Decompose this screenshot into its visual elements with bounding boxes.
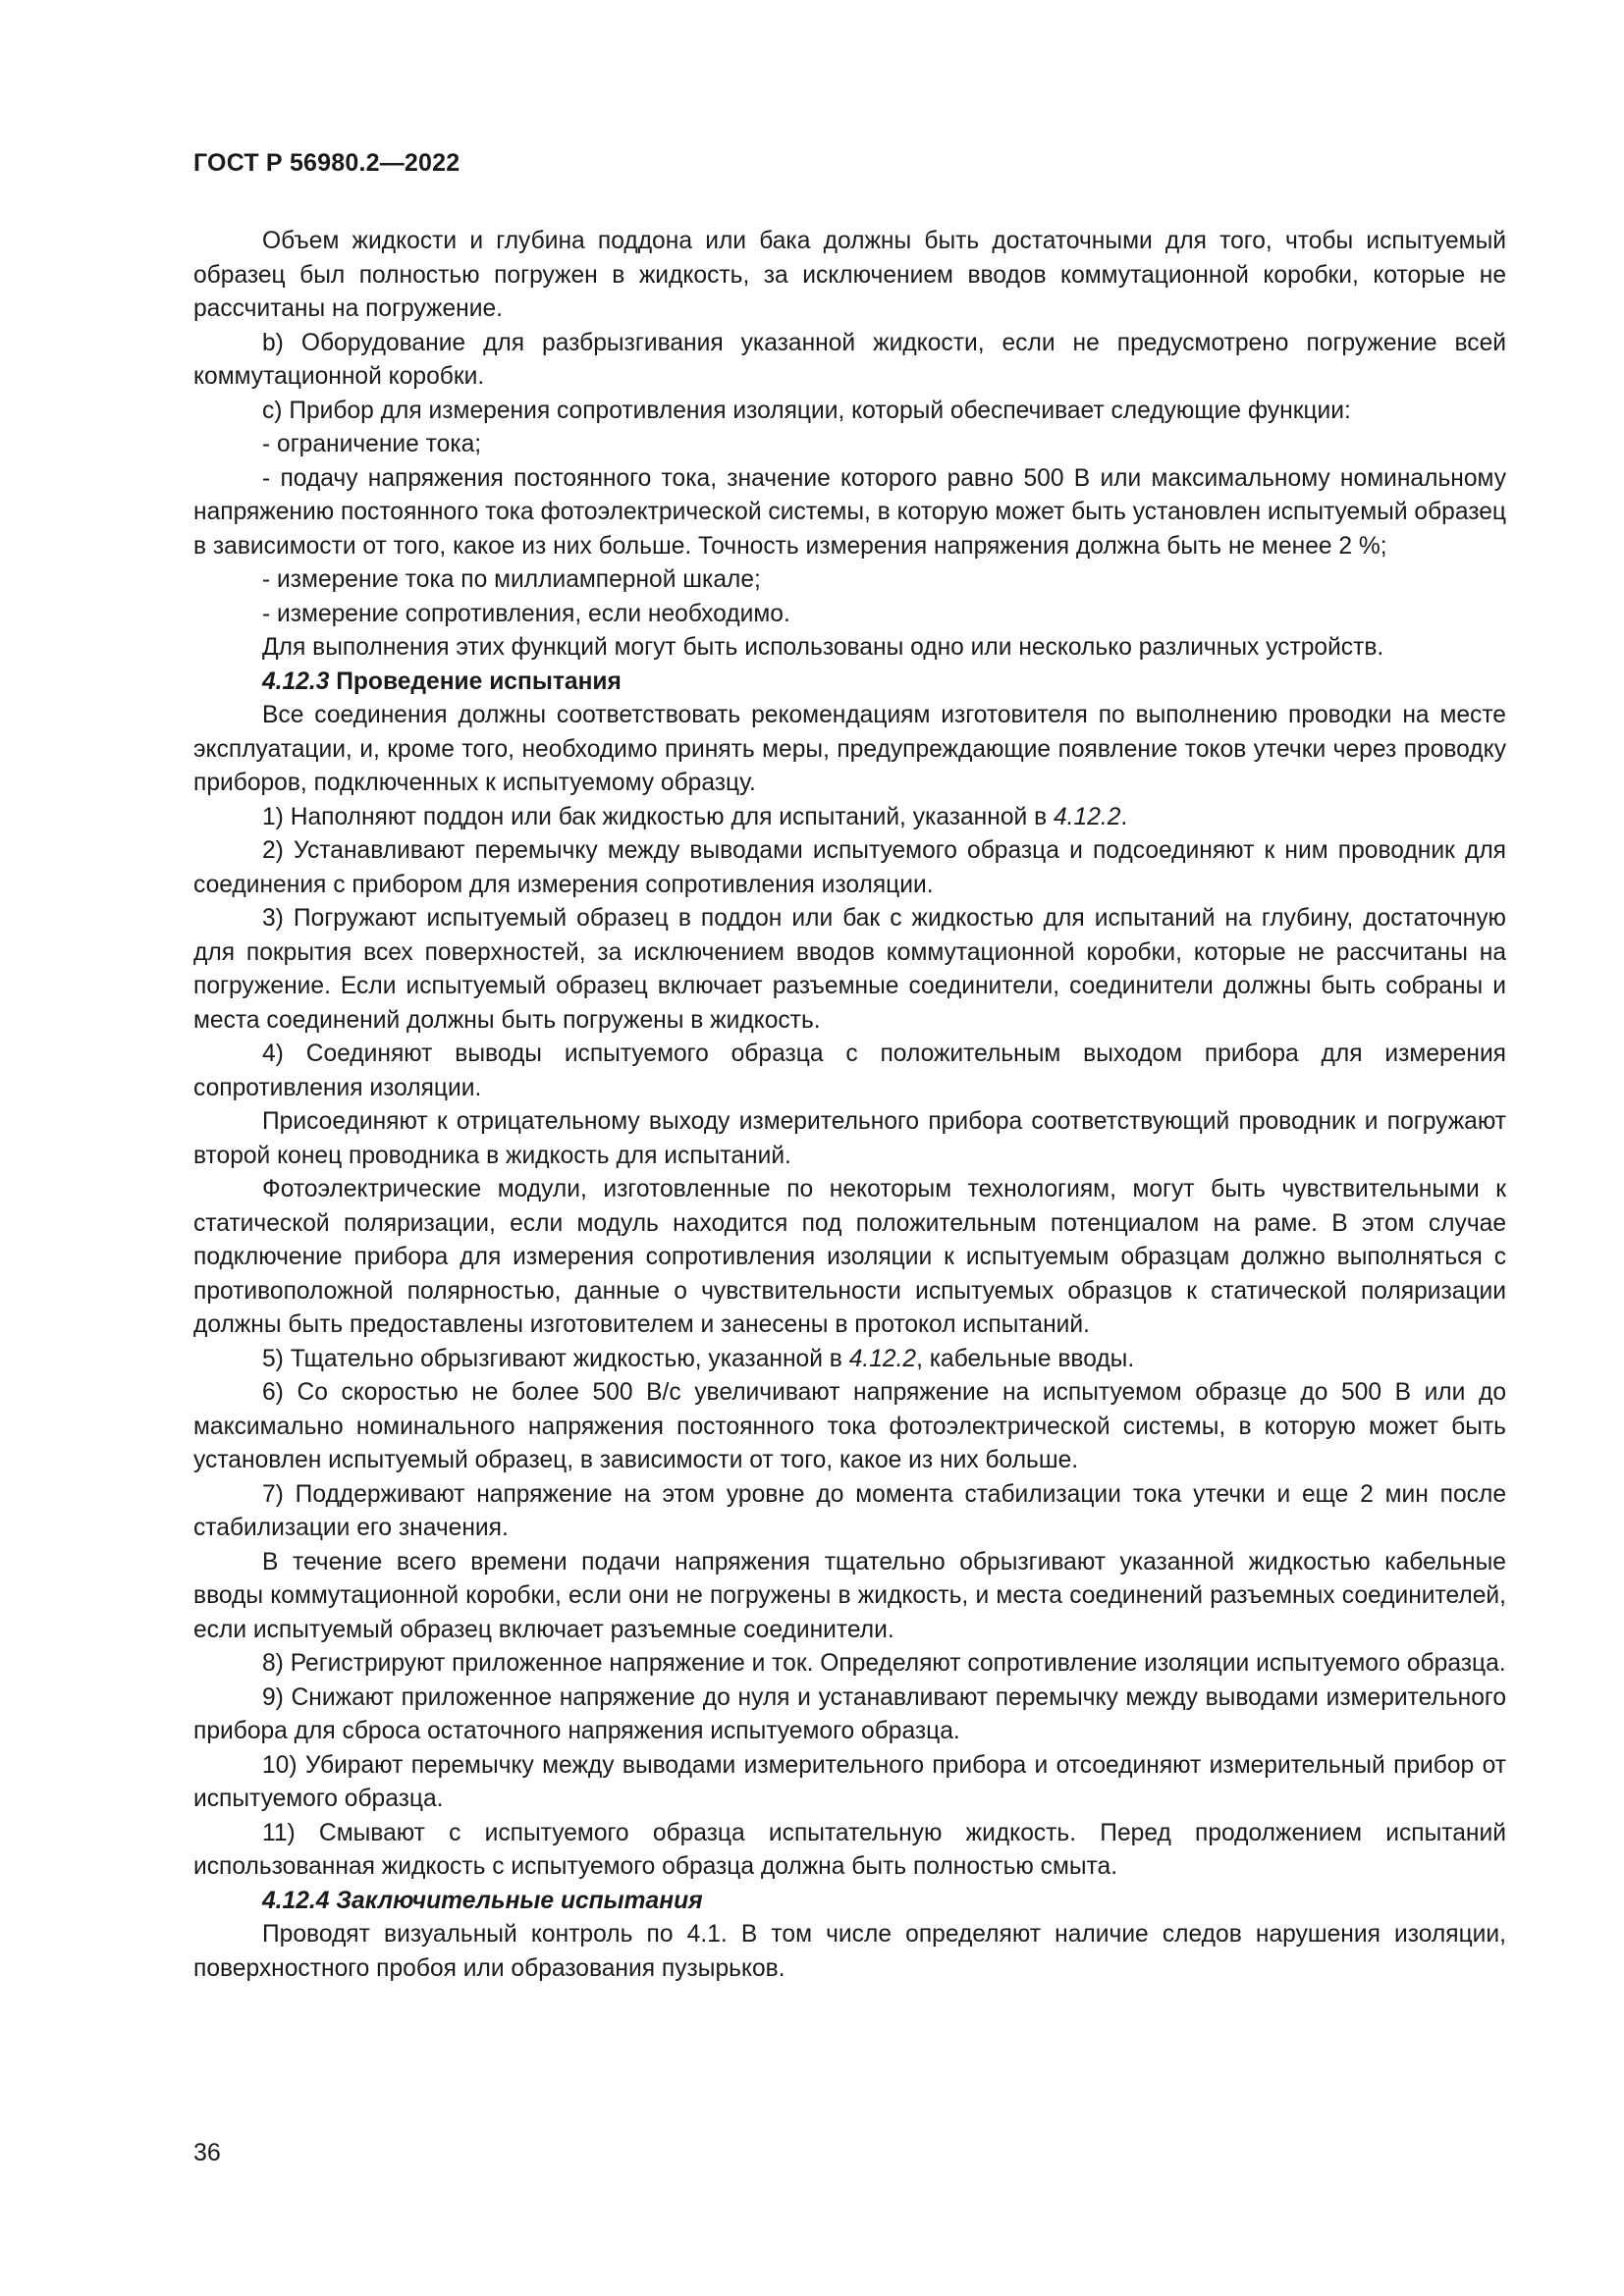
step-9: 9) Снижают приложенное напряжение до нуля и устанавливают перемычку между выводами измерительного прибора для сброса остаточного напряжения испытуемого образца.: [193, 1683, 1506, 1744]
dash-item: - измерение тока по миллиамперной шкале;: [262, 566, 761, 593]
dash-item: - измерение сопротивления, если необходимо.: [262, 600, 790, 627]
step-6: 6) Со скоростью не более 500 В/с увеличивают напряжение на испытуемом образце до 500 В или до максимально номинального напряжения постоянного тока фотоэлектрической системы, в которую может быть установлен испытуемый образец, в зависимости от того, какое из них больше.: [193, 1379, 1506, 1473]
section-number: 4.12.3: [262, 667, 330, 695]
paragraph: Проводят визуальный контроль по 4.1. В том числе определяют наличие следов нарушения изоляции, поверхностного пробоя или образования пузырьков.: [193, 1921, 1506, 1982]
step-text: 5) Тщательно обрызгивают жидкостью, указанной в: [262, 1345, 849, 1372]
step-text: , кабельные вводы.: [916, 1345, 1135, 1372]
dash-item: - подачу напряжения постоянного тока, значение которого равно 500 В или максимальному номинальному напряжению постоянного тока фотоэлектрической системы, в которую может быть установлен испытуемый образец в зависимости от того, какое из них больше. Точность измерения напряжения должна быть не менее 2 %;: [193, 464, 1506, 560]
step-8: 8) Регистрируют приложенное напряжение и ток. Определяют сопротивление изоляции испытуемого образца.: [262, 1650, 1506, 1677]
step-text: .: [1120, 803, 1128, 830]
document-header: ГОСТ Р 56980.2—2022: [193, 149, 460, 177]
section-reference: 4.12.2: [1054, 803, 1121, 830]
paragraph: Фотоэлектрические модули, изготовленные по некоторым технологиям, могут быть чувствительными к статической поляризации, если модуль находится под положительным потенциалом на раме. В этом случае подключение прибора для измерения сопротивления изоляции к испытуемым образцам должно выполняться с противоположной полярностью, данные о чувствительности испытуемых образцов к статической поляризации должны быть предоставлены изготовителем и занесены в протокол испытаний.: [193, 1176, 1506, 1338]
list-item-b: b) Оборудование для разбрызгивания указанной жидкости, если не предусмотрено погружение всей коммутационной коробки.: [193, 329, 1506, 390]
step-7: 7) Поддерживают напряжение на этом уровне до момента стабилизации тока утечки и еще 2 мин после стабилизации его значения.: [193, 1480, 1506, 1541]
paragraph: Присоединяют к отрицательному выходу измерительного прибора соответствующий проводник и погружают второй конец проводника в жидкость для испытаний.: [193, 1108, 1506, 1169]
step-text: 1) Наполняют поддон или бак жидкостью для испытаний, указанной в: [262, 803, 1054, 830]
document-body: [193, 225, 1506, 1986]
section-reference: 4.12.2: [848, 1345, 917, 1372]
paragraph: Объем жидкости и глубина поддона или бака должны быть достаточными для того, чтобы испытуемый образец был полностью погружен в жидкость, за исключением вводов коммутационной коробки, которые не рассчитаны на погружение.: [193, 228, 1506, 322]
section-heading-4-12-4: 4.12.4 Заключительные испытания: [262, 1887, 703, 1914]
step-5: [193, 1343, 1506, 1377]
paragraph: В течение всего времени подачи напряжения тщательно обрызгивают указанной жидкостью кабельные вводы коммутационной коробки, если они не погружены в жидкость, и места соединений разъемных соединителей, если испытуемый образец включает разъемные соединители.: [193, 1548, 1506, 1643]
paragraph: Для выполнения этих функций могут быть использованы одно или несколько различных устройств.: [262, 634, 1384, 661]
step-3: 3) Погружают испытуемый образец в поддон или бак с жидкостью для испытаний на глубину, достаточную для покрытия всех поверхностей, за исключением вводов коммутационной коробки, которые не рассчитаны на погружение. Если испытуемый образец включает разъемные соединители, соединители должны быть собраны и места соединений должны быть погружены в жидкость.: [193, 905, 1506, 1034]
step-2: 2) Устанавливают перемычку между выводами испытуемого образца и подсоединяют к ним проводник для соединения с прибором для измерения сопротивления изоляции.: [193, 837, 1506, 898]
step-11: 11) Смывают с испытуемого образца испытательную жидкость. Перед продолжением испытаний использованная жидкость с испытуемого образца должна быть полностью смыта.: [193, 1819, 1506, 1880]
page-number: 36: [193, 2139, 221, 2166]
step-10: 10) Убирают перемычку между выводами измерительного прибора и отсоединяют измерительный прибор от испытуемого образца.: [193, 1751, 1506, 1812]
step-4: 4) Соединяют выводы испытуемого образца с положительным выходом прибора для измерения сопротивления изоляции.: [193, 1041, 1506, 1101]
list-item-c: c) Прибор для измерения сопротивления изоляции, который обеспечивает следующие функции:: [262, 397, 1351, 424]
section-heading-4-12-3: [193, 666, 1506, 700]
step-1: [193, 801, 1506, 835]
paragraph: Все соединения должны соответствовать рекомендациям изготовителя по выполнению проводки на месте эксплуатации, и, кроме того, необходимо принять меры, предупреждающие появление токов утечки через проводку приборов, подключенных к испытуемому образцу.: [193, 702, 1506, 796]
dash-item: - ограничение тока;: [262, 431, 482, 457]
section-title: Проведение испытания: [329, 667, 622, 695]
